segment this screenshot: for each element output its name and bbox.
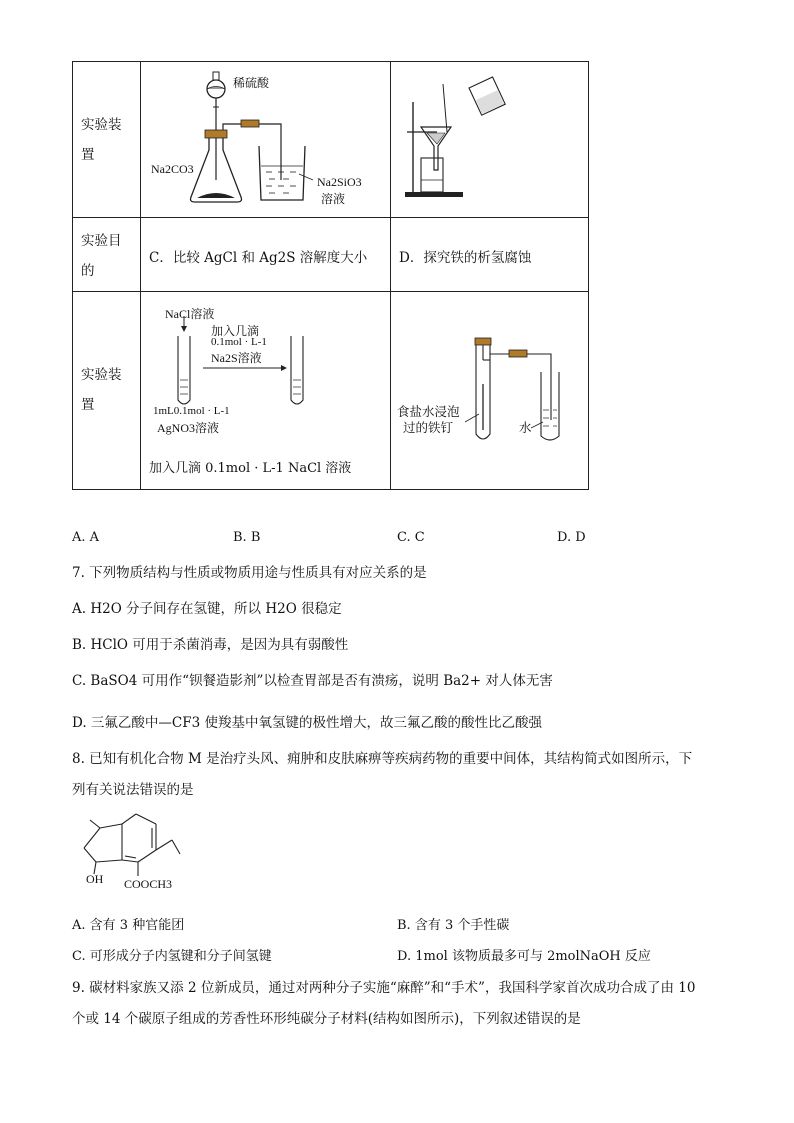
option-d-cell <box>390 217 589 292</box>
q8-option-d: D. 1mol 该物质最多可与 2molNaOH 反应 <box>397 949 651 964</box>
row-label-text-2: 实验装置 <box>81 367 122 413</box>
figure-cell-corrosion <box>390 291 589 490</box>
option-d-text: D．探究铁的析氢腐蚀 <box>399 250 532 266</box>
q8-option-a: A. 含有 3 种官能团 <box>72 918 185 933</box>
nail-label-1: 食盐水浸泡 <box>397 404 460 419</box>
beaker-label-2: 溶液 <box>321 192 346 206</box>
water-label: 水 <box>519 420 532 435</box>
flask-label: Na2CO3 <box>151 162 194 176</box>
q7-option-b: B. HClO 可用于杀菌消毒，是因为具有弱酸性 <box>72 637 349 653</box>
q8-structure-figure <box>76 810 186 896</box>
q7-option-c: C. BaSO4 可用作“钡餐造影剂”以检查胃部是否有溃疡，说明 Ba2+ 对人体无害 <box>72 673 553 689</box>
arrow-label-3: Na2S溶液 <box>211 351 262 365</box>
nail-label-2: 过的铁钉 <box>403 420 454 435</box>
row-label-purpose <box>72 217 141 292</box>
q8-option-b: B. 含有 3 个手性碳 <box>397 918 510 933</box>
figure-cell-precipitation <box>140 291 391 490</box>
acid-label: 稀硫酸 <box>233 76 270 90</box>
q6-answer-b: B. B <box>233 530 261 545</box>
experiment-table <box>72 61 589 490</box>
tube-label-2: AgNO3溶液 <box>157 421 219 435</box>
q7-stem: 7. 下列物质结构与性质或物质用途与性质具有对应关系的是 <box>72 565 427 581</box>
q8-stem-line-1: 8. 已知有机化合物 M 是治疗头风、痈肿和皮肤麻痹等疾病药物的重要中间体，其结构简式如图所示，下 <box>72 751 693 767</box>
row-label-text: 实验装置 <box>81 117 122 163</box>
figure-cell-filtration <box>390 61 589 218</box>
q7-option-a: A. H2O 分子间存在氢键，所以 H2O 很稳定 <box>72 601 342 617</box>
option-c-cell <box>140 217 391 292</box>
q8-stem-line-2: 列有关说法错误的是 <box>72 782 194 798</box>
q8-option-c: C. 可形成分子内氢键和分子间氢键 <box>72 949 272 964</box>
q6-answer-a: A. A <box>72 530 100 545</box>
q6-answer-c: C. C <box>397 530 425 545</box>
row-label-apparatus-1 <box>72 61 141 218</box>
option-c-text: C．比较 AgCl 和 Ag2S 溶解度大小 <box>149 250 368 266</box>
nacl-solution-label: NaCl溶液 <box>165 307 215 321</box>
q9-line-2: 个或 14 个碳原子组成的芳香性环形纯碳分子材料(结构如图所示)，下列叙述错误的是 <box>72 1011 581 1027</box>
structure-oh-label: OH <box>86 872 104 886</box>
arrow-label-2: 0.1mol · L-1 <box>211 336 267 348</box>
precipitation-caption: 加入几滴 0.1mol · L-1 NaCl 溶液 <box>149 461 352 476</box>
beaker-label-1: Na2SiO3 <box>317 175 362 189</box>
q9-line-1: 9. 碳材料家族又添 2 位新成员，通过对两种分子实施“麻醉”和“手术”，我国科学家首次成功合成了由 10 <box>72 980 696 996</box>
structure-ester-label: COOCH3 <box>124 877 173 891</box>
corrosion-drawing <box>391 292 588 489</box>
filtration-drawing <box>391 62 588 217</box>
row-label-apparatus-2 <box>72 291 141 490</box>
row-label-purpose-text: 实验目的 <box>81 233 122 279</box>
figure-cell-acid-flask <box>140 61 391 218</box>
tube-label-1: 1mL0.1mol · L-1 <box>153 405 230 417</box>
arrow-label-1: 加入几滴 <box>211 324 260 338</box>
q6-answer-d: D. D <box>557 530 586 545</box>
q7-option-d: D. 三氟乙酸中—CF3 使羧基中氧氢键的极性增大，故三氟乙酸的酸性比乙酸强 <box>72 715 543 731</box>
